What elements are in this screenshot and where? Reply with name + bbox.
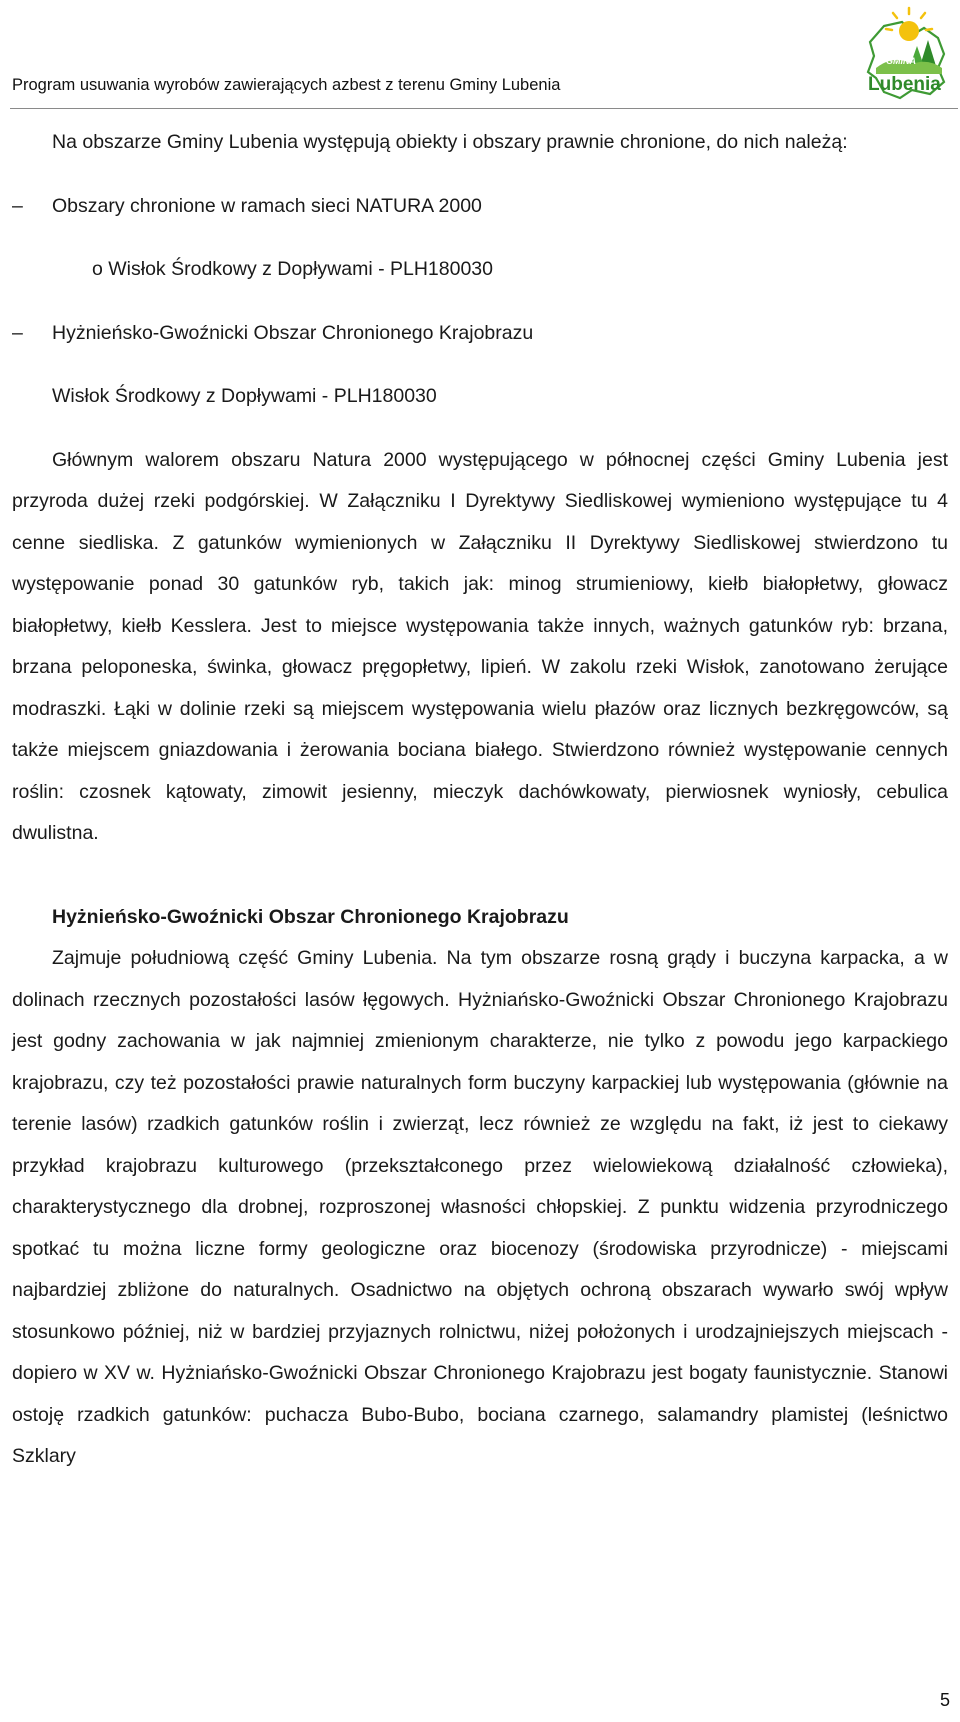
natura-paragraph: Głównym walorem obszaru Natura 2000 występującego w północnej części Gminy Lubenia jest przyroda dużej rzeki podgórskiej. W Załączniku I Dyrektywy Siedliskowej wymieniono występujące tu 4 cenne siedliska. Z gatunków wymienionych w Załączniku II Dyrektywy Siedliskowej stwierdzono tu występowanie ponad 30 gatunków ryb, takich jak: minog strumieniowy, kiełb białopłetwy, głowacz białopłetwy, kiełb Kesslera. Jest to miejsce występowania także innych, ważnych gatunków ryb: brzana, brzana peloponeska, świnka, głowacz pręgopłetwy, lipień. W zakolu rzeki Wisłok, zanotowano żerujące modraszki. Łąki w dolinie rzeki są miejscem występowania wielu płazów oraz licznych bezkręgowców, są także miejscem gniazdowania i żerowania bociana białego. Stwierdzono również występowanie cennych roślin: czosnek kątowaty, zimowit jesienny, mieczyk dachówkowaty, pierwiosnek wyniosły, cebulica dwulistna.	[12, 448, 948, 844]
list-item	[12, 313, 948, 355]
spacer	[12, 418, 948, 440]
intro-paragraph: Na obszarze Gminy Lubenia występują obiekty i obszary prawnie chronione, do nich należą:	[52, 131, 848, 153]
header-divider	[10, 108, 958, 109]
document-body	[12, 122, 948, 1478]
spacer	[12, 354, 948, 376]
section-heading-landscape: Hyżnieńsko-Gwoźnicki Obszar Chronionego Krajobrazu	[52, 905, 569, 928]
logo-main-text: Lubenia	[868, 74, 941, 95]
spacer	[12, 291, 948, 313]
spacer	[12, 164, 948, 186]
logo-small-text: GMINA	[886, 56, 916, 66]
list-dash: –	[12, 321, 23, 344]
page-header	[0, 0, 960, 110]
landscape-paragraph: Zajmuje południową część Gminy Lubenia. Na tym obszarze rosną grądy i buczyna karpacka, a w dolinach rzecznych pozostałości lasów łęgowych. Hyżniańsko-Gwoźnicki Obszar Chronionego Krajobrazu jest godny zachowania w jak najmniej zmienionym charakterze, nie tylko z powodu jego karpackiego krajobrazu, czy też pozostałości prawie naturalnych form buczyny karpackiej lub występowania (głównie na terenie lasów) rzadkich gatunków roślin i zwierząt, lecz również ze względu na fakt, iż jest to ciekawy przykład krajobrazu kulturowego (przekształconego przez wielowiekową działalność człowieka), charakterystycznego dla drobnej, rozproszonej własności chłopskiej. Z punktu widzenia przyrodniczego spotkać tu można liczne formy geologiczne oraz biocenozy (środowiska przyrodnicze) - miejscami najbardziej zbliżone do naturalnych. Osadnictwo na objętych ochroną obszarach wywarło swój wpływ stosunkowo później, niż w bardziej przyjaznych rolnictwu, niżej położonych i urodzajniejszych miejscach - dopiero w XV w. Hyżniańsko-Gwoźnicki Obszar Chronionego Krajobrazu jest bogaty faunistycznie. Stanowi ostoję rzadkich gatunków: puchacza Bubo-Bubo, bociana czarnego, salamandry plamistej (leśnictwo Szklary	[12, 947, 948, 1467]
list-dash: –	[12, 194, 23, 217]
list-item-text: Hyżnieńsko-Gwoźnicki Obszar Chronionego Krajobrazu	[52, 321, 534, 344]
spacer	[12, 227, 948, 249]
page-number: 5	[939, 1690, 950, 1710]
spacer	[12, 855, 948, 897]
header-title: Program usuwania wyrobów zawierających azbest z terenu Gminy Lubenia	[12, 76, 561, 94]
list-subitem: o Wisłok Środkowy z Dopływami - PLH180030	[92, 258, 493, 280]
list-item	[12, 186, 948, 228]
section-title-natura: Wisłok Środkowy z Dopływami - PLH180030	[52, 385, 437, 407]
list-item-text: Obszary chronione w ramach sieci NATURA 2000	[52, 194, 482, 217]
gmina-lubenia-logo-icon	[854, 4, 954, 104]
